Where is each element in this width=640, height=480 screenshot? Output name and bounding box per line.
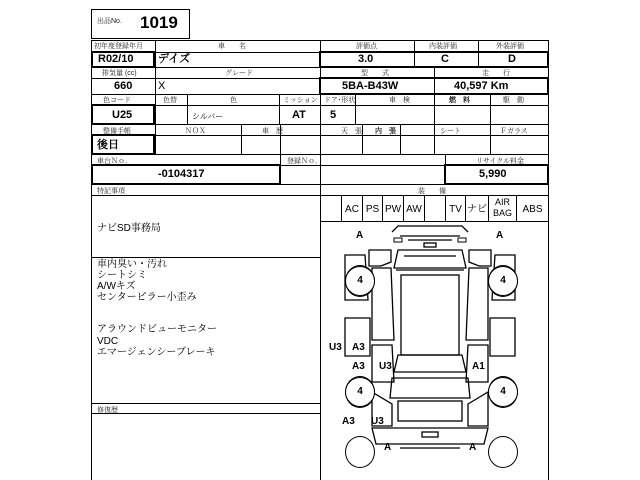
value-displacement: 660 xyxy=(114,80,133,92)
tyre-rear-left: 4 xyxy=(345,377,375,407)
equipment-airbag: AIR BAG xyxy=(492,197,512,218)
value-color: シルバー xyxy=(192,112,224,121)
label-mission: ミッション xyxy=(283,97,318,104)
damage-right-door: A1 xyxy=(472,361,485,372)
label-remarks: 特記事項 xyxy=(97,188,125,195)
label-name: 車 名 xyxy=(218,43,246,50)
label-seat: シート xyxy=(440,128,461,135)
lot-label: 出品No. xyxy=(97,18,122,25)
label-color-type: 色替 xyxy=(163,97,177,104)
tyre-outline xyxy=(345,436,375,468)
remark-line: ナビSD事務局 xyxy=(97,223,161,234)
remark-line: アラウンドビューモニター xyxy=(97,324,217,335)
damage-left-door: A3 xyxy=(352,361,365,372)
label-exterior: 外装評価 xyxy=(496,43,524,50)
damage-left-side: U3 xyxy=(329,342,342,353)
damage-left-door: U3 xyxy=(379,361,392,372)
label-grade: グレード xyxy=(225,70,253,77)
equipment-aw: AW xyxy=(406,204,422,215)
label-color-code: 色コード xyxy=(103,97,131,104)
value-interior: C xyxy=(441,53,449,65)
label-recycle: リサイクル料金 xyxy=(476,158,525,165)
label-manual: 整備手帳 xyxy=(103,128,131,135)
equipment-pw: PW xyxy=(384,204,402,215)
tyre-outline xyxy=(488,436,518,468)
label-drive: 駆 動 xyxy=(503,97,524,104)
label-color: 色 xyxy=(230,97,237,104)
remark-line: VDC xyxy=(97,336,119,347)
equipment-ac: AC xyxy=(345,204,359,215)
label-mileage: 走 行 xyxy=(482,70,510,77)
value-name: デイズ xyxy=(158,53,191,65)
label-equipment: 装 備 xyxy=(418,188,446,195)
label-roof: 天 張 xyxy=(341,128,362,135)
equipment-abs: ABS xyxy=(522,204,543,215)
label-inspection: 車 検 xyxy=(389,97,410,104)
lot-number: 1019 xyxy=(140,13,178,32)
tyre-rear-right: 4 xyxy=(488,377,518,407)
damage-rear-left: A3 xyxy=(342,416,355,427)
value-mileage: 40,597 Km xyxy=(454,80,509,92)
equipment-navi: ナビ xyxy=(467,204,487,215)
value-color-code: U25 xyxy=(112,109,133,121)
label-interior: 内装評価 xyxy=(429,43,457,50)
label-year: 初年度登録年月 xyxy=(94,43,143,50)
value-chassis: -0104317 xyxy=(158,168,205,180)
value-mission: AT xyxy=(292,109,306,121)
label-score: 評価点 xyxy=(356,43,377,50)
label-displacement: 排気量 (cc) xyxy=(102,70,137,77)
remark-line: 車内臭い・汚れ xyxy=(97,259,167,270)
label-registration: 登録Ｎｏ． xyxy=(287,158,322,165)
value-score: 3.0 xyxy=(358,53,374,65)
label-chassis: 車台Ｎｏ． xyxy=(97,158,132,165)
value-manual: 後日 xyxy=(97,139,119,151)
label-repair: 修復歴 xyxy=(97,407,118,414)
remark-line: エマージェンシーブレーキ xyxy=(97,347,216,358)
value-year: R02/10 xyxy=(98,53,134,65)
damage-front-left-corner: A xyxy=(356,230,364,241)
damage-front-right-corner: A xyxy=(496,230,504,241)
remark-line: A/Wキズ xyxy=(97,281,136,292)
tyre-front-left: 4 xyxy=(345,266,375,296)
value-recycle: 5,990 xyxy=(479,168,507,180)
value-exterior: D xyxy=(508,53,516,65)
equipment-ps: PS xyxy=(365,204,380,215)
remark-line: シートシミ xyxy=(97,270,147,281)
damage-left-side: A3 xyxy=(352,342,365,353)
value-grade: X xyxy=(158,80,166,92)
equipment-tv: TV xyxy=(449,204,462,215)
damage-rear-left: U3 xyxy=(371,416,384,427)
label-history: 車 歴 xyxy=(262,128,283,135)
damage-rear-bumper-right: A xyxy=(469,442,477,453)
label-interior-trim: 内 張 xyxy=(375,128,396,135)
damage-rear-bumper-left: A xyxy=(384,442,392,453)
label-nox: ＮＯＸ xyxy=(185,128,206,135)
label-door: ドア･形状 xyxy=(324,97,356,104)
label-model: 型 式 xyxy=(361,70,389,77)
value-model: 5BA-B43W xyxy=(342,80,399,92)
label-fuel: 燃 料 xyxy=(449,97,470,104)
tyre-front-right: 4 xyxy=(488,266,518,296)
remark-line: センターピラー小歪み xyxy=(97,292,197,303)
label-glass: Ｆガラス xyxy=(500,128,528,135)
value-door: 5 xyxy=(330,109,337,121)
